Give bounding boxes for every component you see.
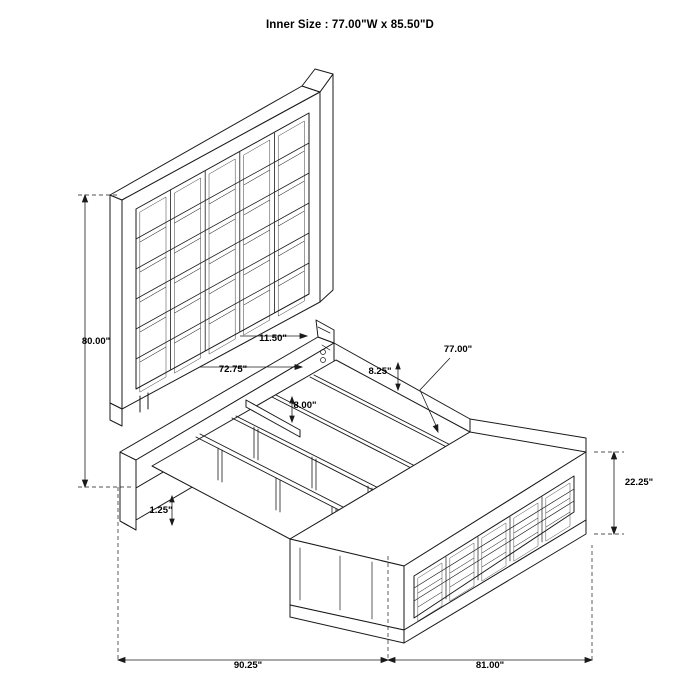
dim-label-81-00: 81.00" bbox=[475, 660, 505, 671]
dim-label-8-00: 8.00" bbox=[293, 400, 317, 411]
dim-label-22-25: 22.25" bbox=[624, 477, 654, 488]
dim-label-72-75: 72.75" bbox=[218, 364, 248, 375]
dim-label-11-50: 11.50" bbox=[259, 333, 287, 344]
dim-label-1-25: 1.25" bbox=[149, 505, 173, 516]
dim-label-80-00: 80.00" bbox=[81, 336, 111, 347]
dim-label-8-25: 8.25" bbox=[368, 366, 392, 377]
page-title: Inner Size : 77.00"W x 85.50"D bbox=[266, 19, 434, 31]
dim-label-90-25: 90.25" bbox=[233, 660, 263, 671]
dim-label-77-00: 77.00" bbox=[443, 344, 473, 355]
